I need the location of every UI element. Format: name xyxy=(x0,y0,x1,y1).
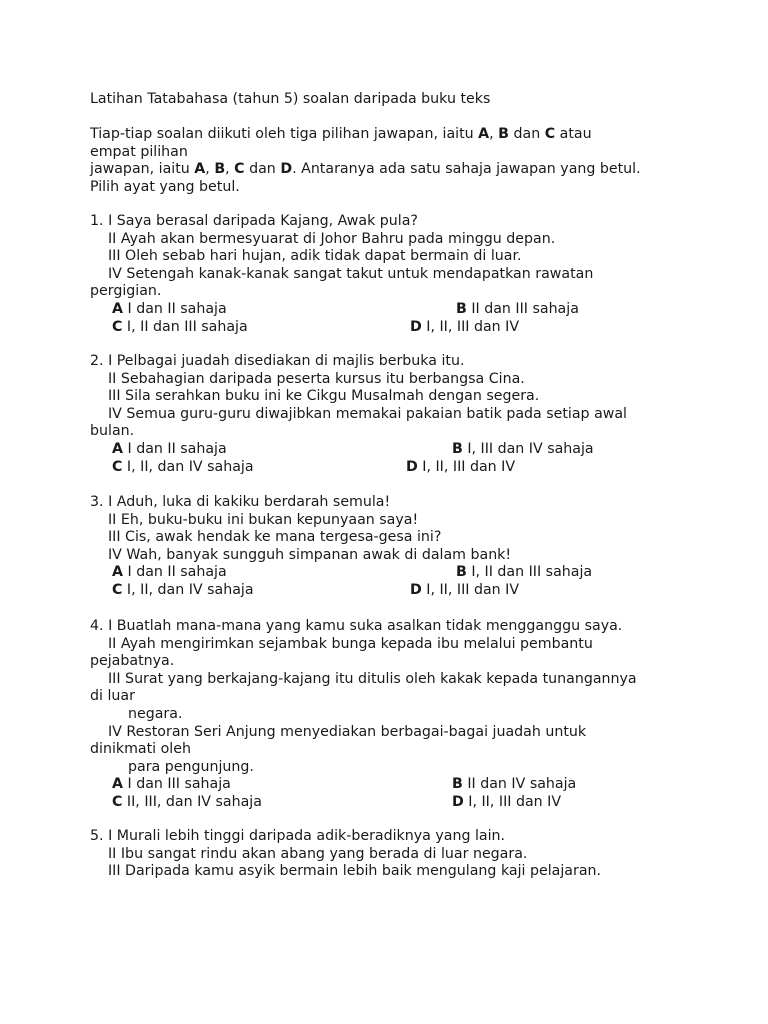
option-d[interactable] xyxy=(406,459,515,477)
question-number: 4. xyxy=(90,618,104,634)
option-letter: B xyxy=(456,300,467,317)
option-text: II dan IV sahaja xyxy=(462,776,577,793)
option-c[interactable] xyxy=(112,459,254,477)
option-c[interactable] xyxy=(112,794,262,812)
option-text: II dan III sahaja xyxy=(466,300,579,317)
statement-text: I Buatlah mana-mana yang kamu suka asalkan tidak mengganggu saya. xyxy=(108,618,623,634)
statement-iv: IV Setengah kanak-kanak sangat takut untuk mendapatkan rawatan xyxy=(108,265,594,282)
question-3 xyxy=(90,494,690,599)
option-text: I, II, III dan IV xyxy=(421,318,520,335)
option-text: I, II dan III sahaja xyxy=(122,318,248,335)
bold-letter-c: C xyxy=(234,161,245,178)
statement-iii-cont: di luar xyxy=(90,688,135,705)
text: Tiap-tiap soalan diikuti oleh tiga pilihan jawapan, iaitu xyxy=(90,126,479,142)
option-text: I dan II sahaja xyxy=(122,300,227,317)
option-a[interactable] xyxy=(112,441,227,459)
statement-iii-cont-2: negara. xyxy=(128,705,183,722)
statement-ii: II Ibu sangat rindu akan abang yang berada di luar negara. xyxy=(108,845,528,862)
bold-letter-b: B xyxy=(214,161,226,178)
instructions-line-4: Pilih ayat yang betul. xyxy=(90,178,240,195)
option-text: I, II, dan IV sahaja xyxy=(122,581,254,598)
option-letter: A xyxy=(112,440,123,457)
statement-iv: IV Wah, banyak sungguh simpanan awak di dalam bank! xyxy=(108,546,512,563)
statement-iii: III Cis, awak hendak ke mana tergesa-gesa ini? xyxy=(108,529,442,546)
bold-letter-d: D xyxy=(280,161,293,178)
text: , xyxy=(205,161,215,178)
option-letter: D xyxy=(410,581,422,598)
option-letter: D xyxy=(406,458,418,475)
instructions-line-3 xyxy=(90,161,690,179)
option-letter: B xyxy=(456,564,467,581)
statement-iv-cont-2: para pengunjung. xyxy=(128,758,254,775)
answer-options xyxy=(90,776,690,811)
statement-i xyxy=(90,353,690,371)
statement-ii-cont: pejabatnya. xyxy=(90,653,175,670)
bold-letter-a: A xyxy=(194,161,206,178)
statement-ii: II Ayah akan bermesyuarat di Johor Bahru pada minggu depan. xyxy=(108,230,556,247)
statement-ii: II Ayah mengirimkan sejambak bunga kepada ibu melalui pembantu xyxy=(108,635,593,652)
statement-iv-cont: pergigian. xyxy=(90,283,162,300)
option-text: I, III dan IV sahaja xyxy=(462,440,594,457)
question-number: 5. xyxy=(90,828,104,844)
statement-ii: II Sebahagian daripada peserta kursus itu berbangsa Cina. xyxy=(108,370,525,387)
option-text: II, III, dan IV sahaja xyxy=(122,793,262,810)
question-4 xyxy=(90,618,690,811)
option-text: I, II, III dan IV xyxy=(417,458,516,475)
statement-iii: III Sila serahkan buku ini ke Cikgu Musalmah dengan segera. xyxy=(108,388,540,405)
statement-text: I Murali lebih tinggi daripada adik-beradiknya yang lain. xyxy=(108,828,506,844)
option-letter: D xyxy=(410,318,422,335)
answer-options xyxy=(90,441,690,476)
option-letter: A xyxy=(112,776,123,793)
document-title: Latihan Tatabahasa (tahun 5) soalan daripada buku teks xyxy=(90,91,491,107)
answer-options xyxy=(90,564,690,599)
option-text: I dan II sahaja xyxy=(122,564,227,581)
option-text: I, II, III dan IV xyxy=(421,581,520,598)
option-letter: C xyxy=(112,581,123,598)
option-letter: D xyxy=(452,793,464,810)
option-letter: A xyxy=(112,300,123,317)
bold-letter-a: A xyxy=(478,126,490,142)
option-b[interactable] xyxy=(452,776,576,794)
option-letter: A xyxy=(112,564,123,581)
option-letter: C xyxy=(112,318,123,335)
statement-i xyxy=(90,618,690,636)
option-letter: C xyxy=(112,458,123,475)
bold-letter-b: B xyxy=(498,126,509,142)
statement-iv-cont: bulan. xyxy=(90,423,135,440)
option-b[interactable] xyxy=(452,441,594,459)
option-letter: B xyxy=(452,440,463,457)
option-d[interactable] xyxy=(410,319,519,337)
option-text: I dan II sahaja xyxy=(122,440,227,457)
statement-iv: IV Semua guru-guru diwajibkan memakai pakaian batik pada setiap awal xyxy=(108,405,627,422)
statement-text: I Pelbagai juadah disediakan di majlis berbuka itu. xyxy=(108,353,465,369)
question-number: 2. xyxy=(90,353,104,369)
statement-iv-cont: dinikmati oleh xyxy=(90,741,191,758)
option-c[interactable] xyxy=(112,582,254,600)
instructions-line-2: empat pilihan xyxy=(90,143,188,160)
question-number: 3. xyxy=(90,494,104,510)
question-5 xyxy=(90,828,690,881)
statement-text: I Aduh, luka di kakiku berdarah semula! xyxy=(108,494,391,510)
text: , xyxy=(489,126,499,142)
option-c[interactable] xyxy=(112,319,248,337)
instructions-line-1 xyxy=(90,126,690,144)
statement-i xyxy=(90,494,690,512)
option-d[interactable] xyxy=(452,794,561,812)
option-b[interactable] xyxy=(456,564,592,582)
option-a[interactable] xyxy=(112,776,231,794)
option-a[interactable] xyxy=(112,301,227,319)
statement-iii: III Surat yang berkajang-kajang itu ditulis oleh kakak kepada tunangannya xyxy=(108,670,637,687)
option-a[interactable] xyxy=(112,564,227,582)
text: atau xyxy=(555,126,592,142)
option-letter: B xyxy=(452,776,463,793)
statement-iii: III Daripada kamu asyik bermain lebih baik mengulang kaji pelajaran. xyxy=(108,863,602,880)
statement-ii: II Eh, buku-buku ini bukan kepunyaan saya! xyxy=(108,511,419,528)
option-d[interactable] xyxy=(410,582,519,600)
statement-iv: IV Restoran Seri Anjung menyediakan berbagai-bagai juadah untuk xyxy=(108,723,587,740)
statement-i xyxy=(90,213,690,231)
statement-text: I Saya berasal daripada Kajang, Awak pula? xyxy=(108,213,418,229)
option-text: I, II, III dan IV xyxy=(463,793,562,810)
text: jawapan, iaitu xyxy=(90,161,195,178)
statement-iii: III Oleh sebab hari hujan, adik tidak dapat bermain di luar. xyxy=(108,248,522,265)
text: dan xyxy=(244,161,281,178)
option-b[interactable] xyxy=(456,301,579,319)
question-2 xyxy=(90,353,690,476)
option-letter: C xyxy=(112,793,123,810)
bold-letter-c: C xyxy=(544,126,556,142)
option-text: I dan III sahaja xyxy=(122,776,231,793)
option-text: I, II dan III sahaja xyxy=(466,564,593,581)
question-number: 1. xyxy=(90,213,104,229)
text: . Antaranya ada satu sahaja jawapan yang betul. xyxy=(292,161,641,178)
answer-options xyxy=(90,301,690,336)
instructions xyxy=(90,126,690,196)
statement-i xyxy=(90,828,690,846)
question-1 xyxy=(90,213,690,336)
option-text: I, II, dan IV sahaja xyxy=(122,458,254,475)
text: , xyxy=(225,161,235,178)
text: dan xyxy=(509,126,545,142)
